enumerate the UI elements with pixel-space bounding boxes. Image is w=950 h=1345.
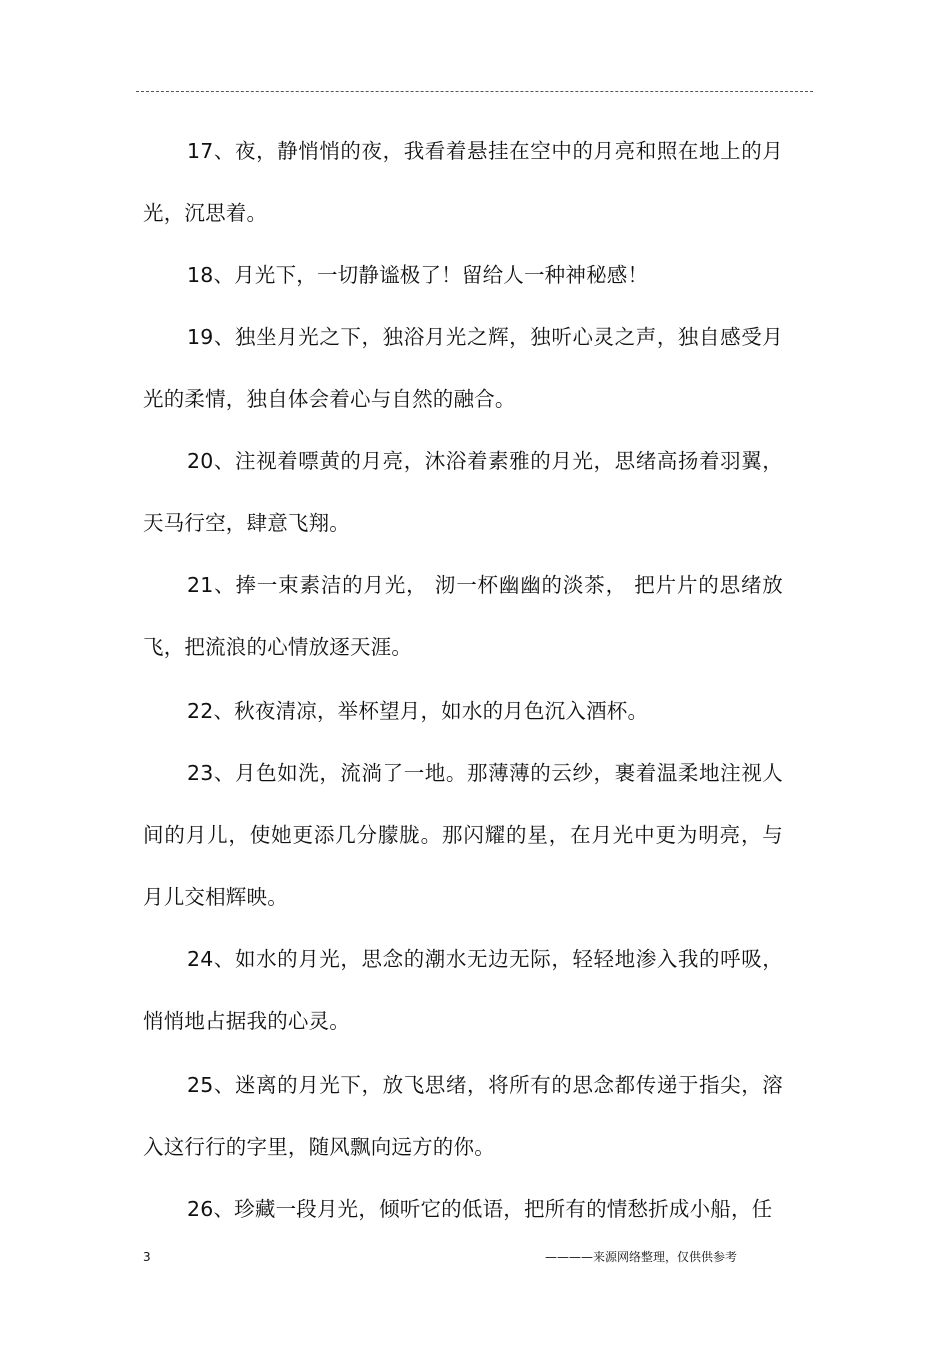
paragraph-20: 20、注视着嘌黄的月亮，沐浴着素雅的月光，思绪高扬着羽翼，天马行空，肆意飞翔。 <box>143 449 783 535</box>
paragraph-23: 23、月色如洗，流淌了一地。那薄薄的云纱，裹着温柔地注视人间的月儿，使她更添几分朦胧。那闪耀的星，在月光中更为明亮，与月儿交相辉映。 <box>143 761 783 909</box>
footer-note: ————来源网络整理，仅供供参考 <box>545 1250 738 1264</box>
paragraph-22: 22、秋夜清凉，举杯望月，如水的月色沉入酒杯。 <box>187 699 649 723</box>
paragraph-19: 19、独坐月光之下，独浴月光之辉，独听心灵之声，独自感受月光的柔情，独自体会着心与自然的融合。 <box>143 325 783 411</box>
paragraph-18: 18、月光下，一切静谧极了！留给人一种神秘感！ <box>187 263 649 287</box>
paragraph-21: 21、捧一束素洁的月光， 沏一杯幽幽的淡茶， 把片片的思绪放飞，把流浪的心情放逐天涯。 <box>143 573 783 659</box>
paragraph-17: 17、夜，静悄悄的夜，我看着悬挂在空中的月亮和照在地上的月光，沉思着。 <box>143 139 783 225</box>
paragraph-26: 26、珍藏一段月光，倾听它的低语，把所有的情愁折成小船，任 <box>187 1197 773 1221</box>
paragraph-24: 24、如水的月光，思念的潮水无边无际，轻轻地渗入我的呼吸，悄悄地占据我的心灵。 <box>143 947 783 1033</box>
page-number: 3 <box>143 1250 151 1264</box>
header-divider <box>136 91 813 92</box>
paragraph-25: 25、迷离的月光下，放飞思绪，将所有的思念都传递于指尖，溶入这行行的字里，随风飘向远方的你。 <box>143 1073 783 1159</box>
